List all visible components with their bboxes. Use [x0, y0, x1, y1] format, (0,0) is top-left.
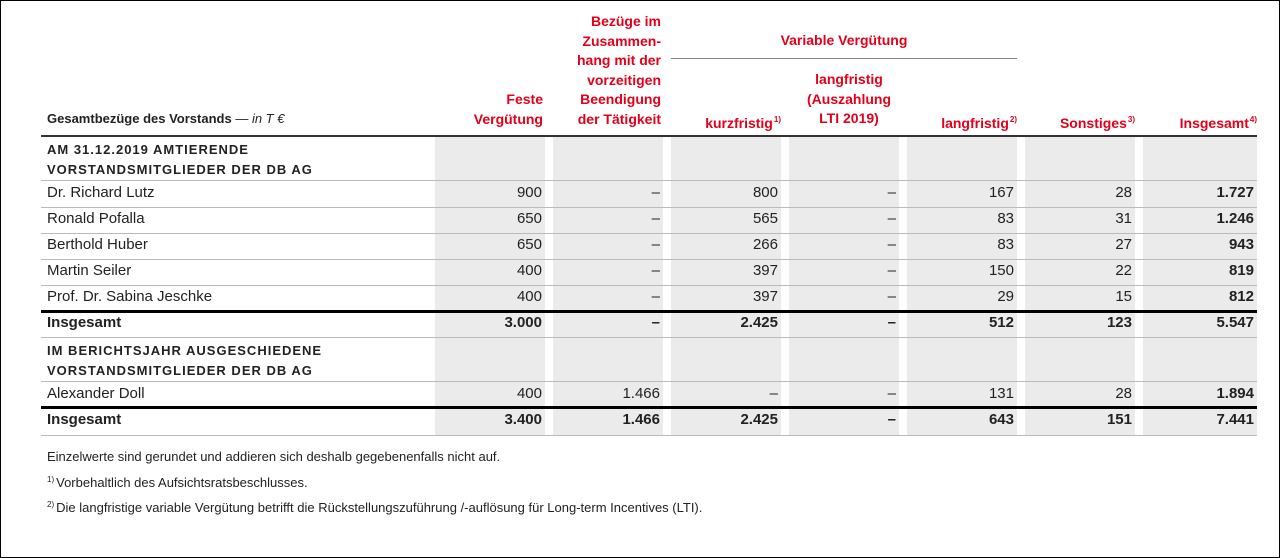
cell-lti: – — [887, 385, 896, 402]
cell-lang: 150 — [988, 262, 1014, 279]
row-label: Insgesamt — [47, 411, 122, 428]
row-rule — [41, 259, 1257, 260]
cell-sonst: 28 — [1115, 385, 1132, 402]
cell-gesamt: 7.441 — [1216, 411, 1254, 428]
cell-gesamt: 1.246 — [1216, 210, 1254, 227]
header-variable: Variable Vergütung — [780, 32, 908, 48]
header-insgesamt: Insgesamt$^{4)}$ — [1179, 115, 1257, 131]
rule — [41, 435, 1257, 436]
row-label: Ronald Pofalla — [47, 210, 145, 227]
cell-kurz: 397 — [752, 262, 778, 279]
header-rule — [41, 135, 1257, 137]
variable-divider — [671, 58, 1017, 59]
cell-lang: 512 — [988, 314, 1014, 331]
cell-lti: – — [887, 314, 896, 331]
section1-title: AM 31.12.2019 AMTIERENDE VORSTANDSMITGLIEDER DER DB AG — [47, 142, 313, 177]
footnote-general: Einzelwerte sind gerundet und addieren sich deshalb gegebenenfalls nicht auf. — [47, 449, 501, 464]
cell-feste: 900 — [516, 184, 542, 201]
rule — [41, 180, 1257, 181]
cell-feste: 650 — [516, 236, 542, 253]
rule — [41, 337, 1257, 338]
header-lti-auszahlung: langfristig (Auszahlung LTI 2019) — [807, 71, 891, 126]
cell-feste: 400 — [516, 262, 542, 279]
cell-kurz: 2.425 — [740, 411, 778, 428]
footnote-2: $^{2)}$ Die langfristige variable Vergütung betrifft die Rückstellungszuführung /-auflösung für Long-term Incentives (LTI). — [47, 500, 703, 515]
cell-gesamt: 819 — [1228, 262, 1254, 279]
cell-bezuege: 1.466 — [622, 385, 660, 402]
cell-lti: – — [887, 262, 896, 279]
cell-bezuege: – — [651, 184, 660, 201]
row-rule — [41, 285, 1257, 286]
section2-title: IM BERICHTSJAHR AUSGESCHIEDENE VORSTANDSMITGLIEDER DER DB AG — [47, 343, 323, 378]
cell-sonst: 15 — [1115, 288, 1132, 305]
header-sonstiges: Sonstiges$^{3)}$ — [1059, 115, 1135, 131]
cell-lang: 29 — [997, 288, 1014, 305]
cell-lti: – — [887, 411, 896, 428]
grand-total-rule — [41, 406, 1257, 409]
cell-bezuege: 1.466 — [622, 411, 660, 428]
rule — [41, 381, 1257, 382]
row-label: Alexander Doll — [47, 385, 145, 402]
cell-sonst: 31 — [1115, 210, 1132, 227]
row-label: Dr. Richard Lutz — [47, 184, 155, 201]
cell-gesamt: 1.894 — [1216, 385, 1254, 402]
row-label: Prof. Dr. Sabina Jeschke — [47, 288, 213, 305]
cell-gesamt: 943 — [1228, 236, 1254, 253]
table-title: Gesamtbezüge des Vorstands — in T € — [47, 111, 285, 126]
row-label: Berthold Huber — [47, 236, 148, 253]
cell-bezuege: – — [651, 262, 660, 279]
cell-kurz: 2.425 — [740, 314, 778, 331]
header-langfristig: langfristig$^{2)}$ — [941, 115, 1017, 131]
footnote-1: $^{1)}$ Vorbehaltlich des Aufsichtsratsbeschlusses. — [47, 475, 308, 490]
cell-lang: 83 — [997, 210, 1014, 227]
cell-kurz: 266 — [752, 236, 778, 253]
cell-bezuege: – — [651, 236, 660, 253]
cell-bezuege: – — [651, 288, 660, 305]
cell-lang: 643 — [988, 411, 1014, 428]
cell-gesamt: 812 — [1228, 288, 1254, 305]
cell-bezuege: – — [651, 210, 660, 227]
cell-lti: – — [887, 236, 896, 253]
cell-gesamt: 1.727 — [1216, 184, 1254, 201]
cell-kurz: 565 — [752, 210, 778, 227]
cell-feste: 400 — [516, 288, 542, 305]
cell-sonst: 22 — [1115, 262, 1132, 279]
row-rule — [41, 207, 1257, 208]
cell-lti: – — [887, 210, 896, 227]
cell-kurz: 800 — [752, 184, 778, 201]
cell-sonst: 123 — [1106, 314, 1132, 331]
cell-sonst: 28 — [1115, 184, 1132, 201]
total-rule — [41, 310, 1257, 313]
cell-kurz: – — [769, 385, 778, 402]
cell-bezuege: – — [651, 314, 660, 331]
header-bezuege: Bezüge im Zusammen- hang mit der vorzeitigen Beendigung der Tätigkeit — [576, 13, 661, 127]
header-feste: Feste Vergütung — [473, 91, 543, 127]
cell-lti: – — [887, 288, 896, 305]
cell-feste: 400 — [516, 385, 542, 402]
row-rule — [41, 233, 1257, 234]
row-label: Martin Seiler — [47, 262, 132, 279]
cell-feste: 3.400 — [504, 411, 542, 428]
cell-sonst: 151 — [1106, 411, 1132, 428]
cell-sonst: 27 — [1115, 236, 1132, 253]
cell-feste: 650 — [516, 210, 542, 227]
cell-lti: – — [887, 184, 896, 201]
row-label: Insgesamt — [47, 314, 122, 331]
cell-gesamt: 5.547 — [1216, 314, 1254, 331]
cell-kurz: 397 — [752, 288, 778, 305]
cell-feste: 3.000 — [504, 314, 542, 331]
header-kurzfristig: kurzfristig$^{1)}$ — [705, 115, 781, 131]
cell-lang: 83 — [997, 236, 1014, 253]
cell-lang: 167 — [988, 184, 1014, 201]
cell-lang: 131 — [988, 385, 1014, 402]
